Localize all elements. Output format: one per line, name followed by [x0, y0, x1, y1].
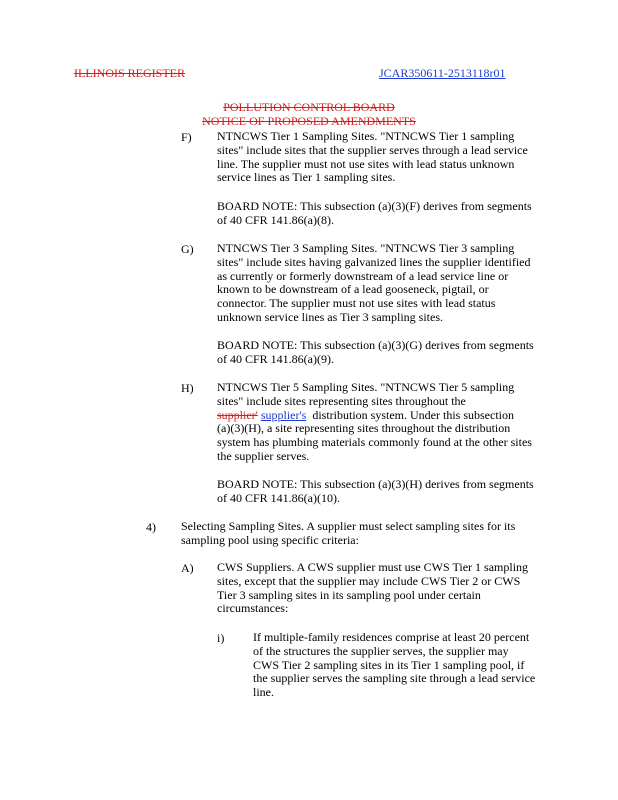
- item-label-A: A): [181, 561, 194, 575]
- item-text-H: NTNCWS Tier 5 Sampling Sites. "NTNCWS Tier 5 sampling sites" include sites representing sites throughout the supplier' supplier's distribution system. Under this subsection (a)(3)(H), a site representing sites throughout the distribution system has plumbing materials commonly found at the other sites the supplier serves.: [217, 380, 532, 463]
- item-text-F: NTNCWS Tier 1 Sampling Sites. "NTNCWS Tier 1 sampling sites" include sites that the supplier serves through a lead service line. The supplier must not use sites with lead status unknown service lines as Tier 1 sampling sites.: [217, 129, 528, 185]
- notice-title: NOTICE OF PROPOSED AMENDMENTS: [202, 114, 416, 128]
- item-text-G: NTNCWS Tier 3 Sampling Sites. "NTNCWS Tier 3 sampling sites" include sites having galvanized lines the supplier identified as currently or formerly downstream of a lead service line or known to be downstream of a lead gooseneck, pigtail, or connector. The supplier must not use sites with lead status unknown service lines as Tier 3 sampling sites.: [217, 241, 531, 324]
- register-title: ILLINOIS REGISTER: [74, 66, 185, 80]
- item-text-4: Selecting Sampling Sites. A supplier must select sampling sites for its sampling pool using specific criteria:: [181, 519, 516, 547]
- item-label-i: i): [217, 631, 225, 645]
- board-note-G: BOARD NOTE: This subsection (a)(3)(G) derives from segments of 40 CFR 141.86(a)(9).: [217, 338, 534, 366]
- item-label-G: G): [181, 242, 194, 256]
- board-note-F: BOARD NOTE: This subsection (a)(3)(F) derives from segments of 40 CFR 141.86(a)(8).: [217, 199, 532, 227]
- item-label-F: F): [181, 130, 192, 144]
- item-label-H: H): [181, 381, 194, 395]
- board-note-H: BOARD NOTE: This subsection (a)(3)(H) derives from segments of 40 CFR 141.86(a)(10).: [217, 477, 534, 505]
- item-text-i: If multiple-family residences comprise at least 20 percent of the structures the supplier serves, the supplier may CWS Tier 2 sampling sites in its Tier 1 sampling pool, if the supplier serves the sampling site through a lead service line.: [253, 630, 536, 700]
- line-text: distribution system. Under this subsection: [309, 407, 514, 422]
- agency-name: POLLUTION CONTROL BOARD: [223, 100, 395, 114]
- deleted-text: supplier': [217, 407, 258, 422]
- item-text-A: CWS Suppliers. A CWS supplier must use CWS Tier 1 sampling sites, except that the supplier may include CWS Tier 2 or CWS Tier 3 sampling sites in its sampling pool under certain circumstances:: [217, 560, 529, 616]
- inserted-text: supplier's: [260, 407, 307, 422]
- item-label-4: 4): [146, 520, 156, 534]
- document-id: JCAR350611-2513118r01: [379, 66, 506, 80]
